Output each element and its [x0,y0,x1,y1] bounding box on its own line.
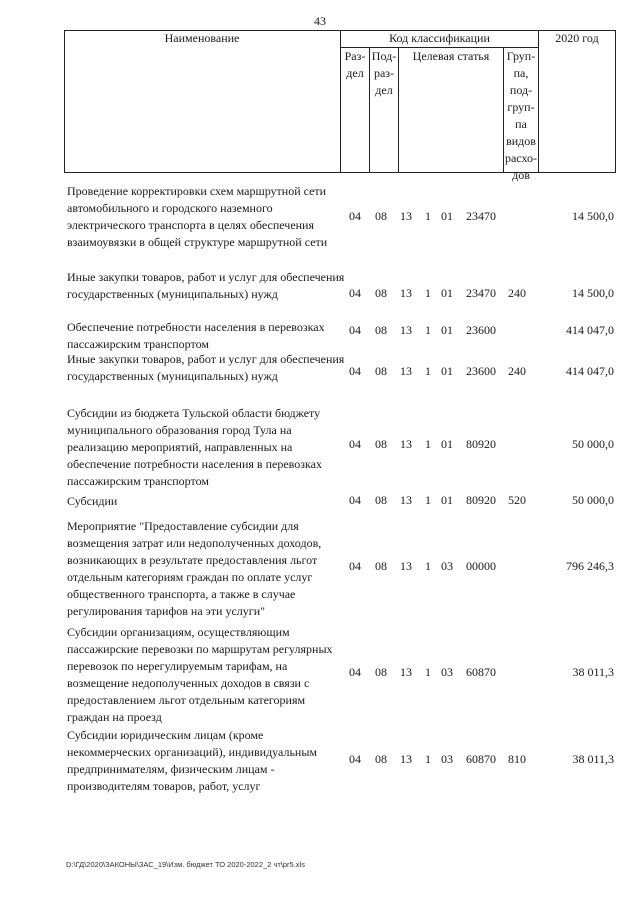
row-name: Иные закупки товаров, работ и услуг для обеспечения государственных (муниципальных) нужд [67,352,345,383]
row-cs4: 00000 [466,559,496,573]
row-podrazdel: 08 [375,665,387,679]
row-amount: 414 047,0 [566,364,614,378]
row-name: Субсидии юридическим лицам (кроме некоммерческих организаций), индивидуальным предпринимателям, физическим лицам - производителям товаров, работ, услуг [67,728,317,793]
header-sep-year [538,30,539,173]
row-cs4: 80920 [466,437,496,451]
row-cs4: 23470 [466,286,496,300]
row-cs3: 01 [441,209,453,223]
row-cs2: 1 [425,323,431,337]
row-razdel: 04 [349,559,361,573]
header-subsection: Под- раз- дел [371,49,397,97]
row-razdel: 04 [349,437,361,451]
row-cs1: 13 [400,493,412,507]
row-cs2: 1 [425,665,431,679]
row-amount: 38 011,3 [572,752,614,766]
row-podrazdel: 08 [375,559,387,573]
row-podrazdel: 08 [375,437,387,451]
row-cs1: 13 [400,323,412,337]
row-cs2: 1 [425,209,431,223]
row-podrazdel: 08 [375,286,387,300]
row-amount: 796 246,3 [566,559,614,573]
row-cs3: 03 [441,559,453,573]
row-cs3: 03 [441,665,453,679]
row-amount: 50 000,0 [572,437,614,451]
row-razdel: 04 [349,286,361,300]
row-amount: 14 500,0 [572,209,614,223]
header-section: Раз- дел [344,49,366,80]
header-border-left [64,30,65,173]
header-year: 2020 год [555,31,599,45]
page-number: 43 [314,14,326,28]
row-cs4: 23470 [466,209,496,223]
table-header [64,30,616,182]
header-classification: Код классификации [389,31,490,45]
row-cs3: 01 [441,493,453,507]
row-cs4: 23600 [466,323,496,337]
row-cs2: 1 [425,364,431,378]
row-cs3: 01 [441,323,453,337]
row-cs1: 13 [400,559,412,573]
row-cs1: 13 [400,364,412,378]
row-cs2: 1 [425,437,431,451]
row-name: Субсидии организациям, осуществляющим пассажирские перевозки по маршрутам регулярных перевозок по нерегулируемым тарифам, на возмещение недополученных доходов в связи с предоставлением льгот отдельным категориям граждан на проезд [67,625,333,724]
row-cs1: 13 [400,437,412,451]
row-razdel: 04 [349,752,361,766]
row-cs1: 13 [400,209,412,223]
header-target: Целевая статья [412,49,490,63]
row-cs1: 13 [400,752,412,766]
row-amount: 38 011,3 [572,665,614,679]
row-amount: 50 000,0 [572,493,614,507]
row-cs4: 60870 [466,665,496,679]
header-border-right [615,30,616,173]
header-group: Груп- па, под- груп- па видов расхо- дов [504,49,538,182]
row-amount: 414 047,0 [566,323,614,337]
row-group: 810 [508,752,526,766]
row-group: 520 [508,493,526,507]
row-name: Иные закупки товаров, работ и услуг для обеспечения государственных (муниципальных) нужд [67,270,345,301]
row-group: 240 [508,364,526,378]
row-podrazdel: 08 [375,364,387,378]
row-name: Субсидии из бюджета Тульской области бюджету муниципального образования город Тула на реализацию мероприятий, направленных на обеспечение потребности населения в перевозках пассажирским транспортом [67,406,322,488]
row-podrazdel: 08 [375,209,387,223]
row-group: 240 [508,286,526,300]
row-name: Проведение корректировки схем маршрутной сети автомобильного и городского наземного электрического транспорта в целях обеспечения взаимоувязки в общей структуре маршрутной сети [67,184,328,249]
row-cs2: 1 [425,559,431,573]
row-cs2: 1 [425,752,431,766]
row-podrazdel: 08 [375,493,387,507]
row-name: Субсидии [67,494,118,508]
row-podrazdel: 08 [375,323,387,337]
row-cs3: 01 [441,437,453,451]
row-cs3: 01 [441,286,453,300]
row-cs4: 23600 [466,364,496,378]
row-razdel: 04 [349,209,361,223]
row-cs1: 13 [400,286,412,300]
row-podrazdel: 08 [375,752,387,766]
header-sep-podrazdel [398,47,399,173]
row-cs3: 03 [441,752,453,766]
row-razdel: 04 [349,493,361,507]
row-cs2: 1 [425,286,431,300]
row-cs4: 60870 [466,752,496,766]
header-name: Наименование [164,31,240,45]
row-cs4: 80920 [466,493,496,507]
file-path-footer: D:\ГД\2020\ЗАКОНЫ\ЗАС_19\Изм. бюджет ТО 2020-2022_2 чт\pr5.xls [66,860,305,869]
row-razdel: 04 [349,665,361,679]
row-cs2: 1 [425,493,431,507]
row-cs3: 01 [441,364,453,378]
row-razdel: 04 [349,364,361,378]
row-name: Мероприятие "Предоставление субсидии для возмещения затрат или недополученных доходов, возникающих в результате предоставления льгот отдельным категориям граждан по оплате услуг общественного транспорта, а также в случае регулирования тарифов на эти услуги" [67,519,322,618]
row-amount: 14 500,0 [572,286,614,300]
row-cs1: 13 [400,665,412,679]
row-name: Обеспечение потребности населения в перевозках пассажирским транспортом [67,320,325,351]
row-razdel: 04 [349,323,361,337]
